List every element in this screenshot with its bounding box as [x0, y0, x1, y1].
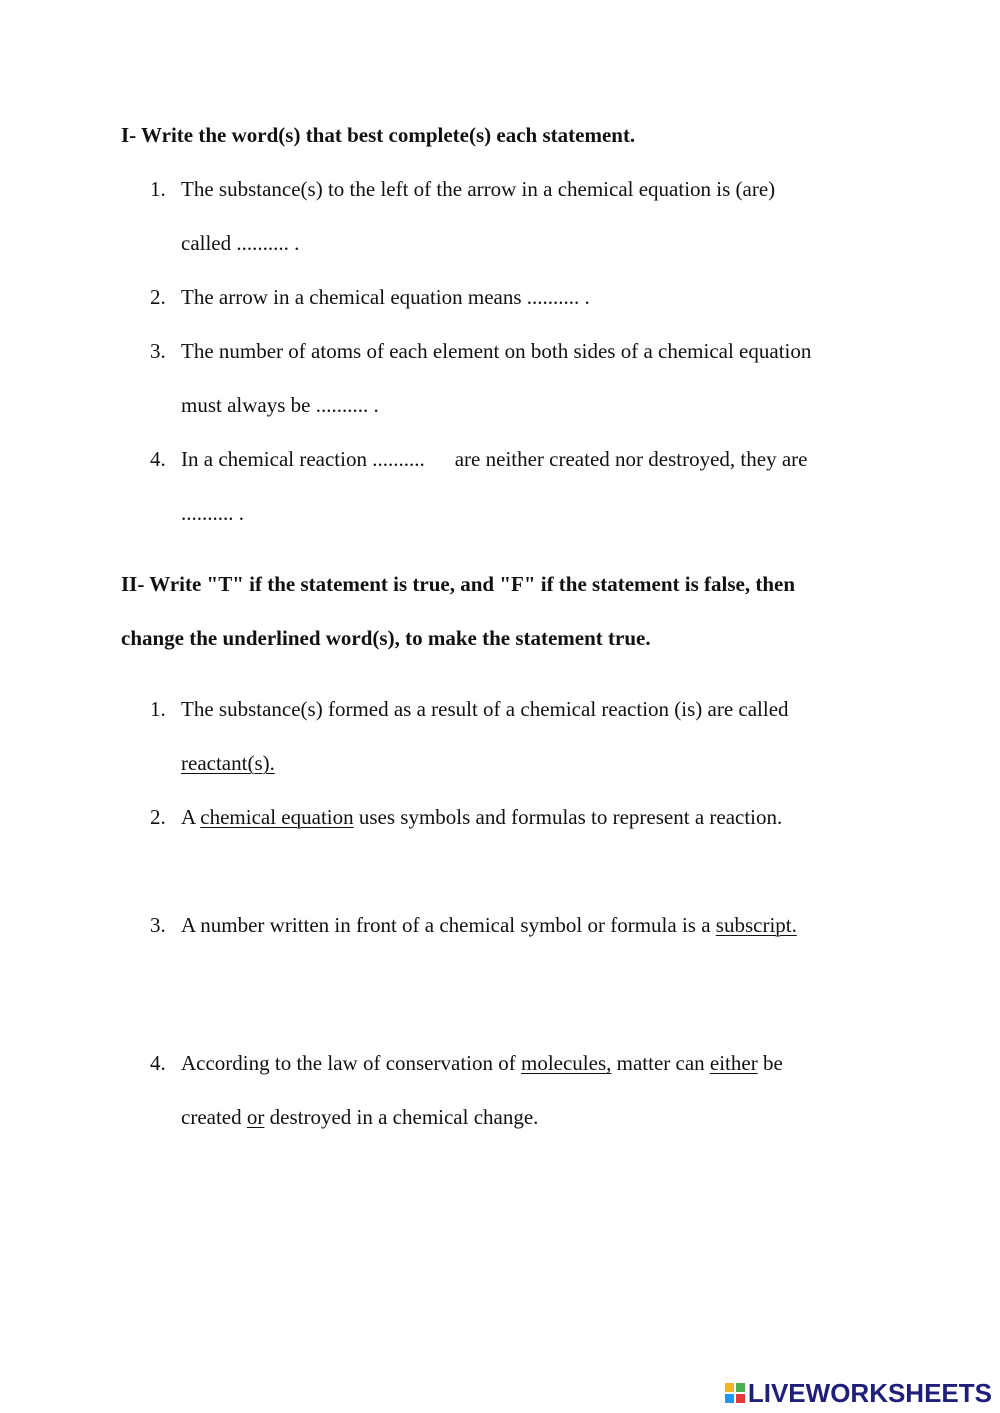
logo-square — [736, 1383, 745, 1392]
s1-item-2 — [150, 270, 878, 324]
logo-square — [725, 1394, 734, 1403]
logo-text: LIVEWORKSHEETS — [747, 1377, 992, 1408]
item-line: matter can — [611, 1051, 710, 1075]
item-number: 2. — [150, 805, 166, 829]
item-line: In a chemical reaction .......... — [181, 447, 425, 471]
section-2-heading-line-1: II- Write "T" if the statement is true, and "F" if the statement is false, then — [121, 572, 796, 596]
item-line: According to the law of conservation of — [181, 1051, 521, 1075]
underlined-word: reactant(s). — [181, 751, 275, 775]
item-line: The substance(s) to the left of the arrow in a chemical equation is (are) — [181, 177, 776, 201]
item-text — [181, 1036, 878, 1144]
logo-square — [736, 1394, 745, 1403]
item-number: 1. — [150, 697, 166, 721]
item-line: A number written in front of a chemical symbol or formula is a — [181, 913, 716, 937]
item-line: must always be .......... . — [181, 393, 379, 417]
item-text — [181, 162, 878, 270]
item-number: 3. — [150, 339, 166, 363]
item-number: 4. — [150, 447, 166, 471]
underlined-word: or — [246, 1105, 265, 1129]
item-text — [181, 682, 878, 790]
s2-item-3 — [150, 898, 878, 952]
s2-item-2 — [150, 790, 878, 844]
underlined-word: chemical equation — [200, 805, 354, 829]
item-text: The arrow in a chemical equation means .......... . — [181, 285, 590, 309]
item-line: The substance(s) formed as a result of a chemical reaction (is) are called — [181, 697, 789, 721]
item-number: 3. — [150, 913, 166, 937]
item-line: are neither created nor destroyed, they are — [454, 447, 808, 471]
underlined-word: subscript. — [715, 913, 797, 937]
underlined-word: molecules, — [520, 1051, 612, 1075]
s1-item-4 — [150, 432, 878, 540]
s2-item-4 — [150, 1036, 878, 1144]
item-line: .......... . — [181, 501, 244, 525]
s1-item-3 — [150, 324, 878, 432]
item-line: be — [757, 1051, 783, 1075]
item-number: 2. — [150, 285, 166, 309]
item-line: destroyed in a chemical change. — [264, 1105, 539, 1129]
item-line: called .......... . — [181, 231, 300, 255]
item-line: A — [181, 805, 201, 829]
liveworksheets-logo[interactable] — [725, 1379, 992, 1407]
item-line: The number of atoms of each element on both sides of a chemical equation — [181, 339, 812, 363]
item-number: 4. — [150, 1051, 166, 1075]
liveworksheets-logo-icon — [725, 1383, 745, 1403]
item-line: created — [181, 1105, 247, 1129]
item-text — [181, 898, 878, 952]
s2-item-1 — [150, 682, 878, 790]
logo-square — [725, 1383, 734, 1392]
item-line: uses symbols and formulas to represent a reaction. — [353, 805, 783, 829]
item-text — [181, 432, 878, 540]
section-1-heading: I- Write the word(s) that best complete(s) each statement. — [121, 123, 636, 147]
item-text — [181, 324, 878, 432]
section-2-heading-line-2: change the underlined word(s), to make the statement true. — [121, 626, 651, 650]
s1-item-1 — [150, 162, 878, 270]
item-number: 1. — [150, 177, 166, 201]
underlined-word: either — [709, 1051, 758, 1075]
item-text — [181, 790, 878, 844]
